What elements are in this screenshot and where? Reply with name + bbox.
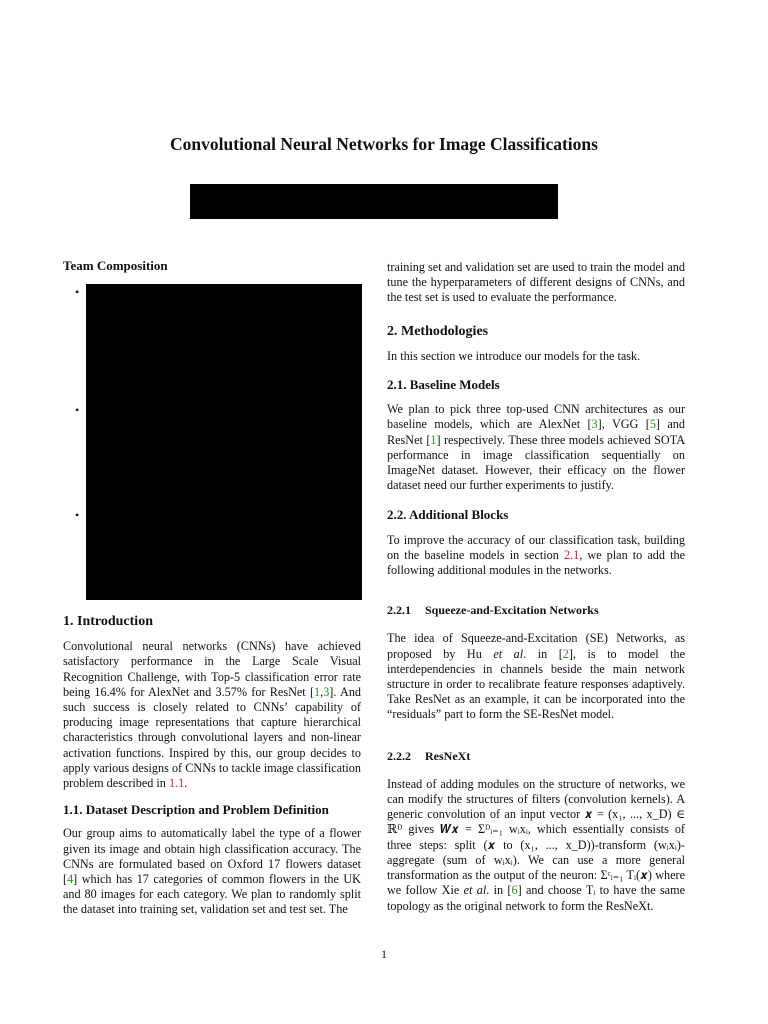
citation-1[interactable]: 1 [314, 684, 321, 699]
methodologies-text: In this section we introduce our models for the task. [387, 348, 641, 363]
citation-4[interactable]: 4 [67, 872, 74, 887]
se-heading: 2.2.1 Squeeze-and-Excitation Networks [387, 603, 599, 618]
paper-title: Convolutional Neural Networks for Image Classifications [170, 134, 598, 154]
section-ref-2-1[interactable]: 2.1 [563, 547, 580, 562]
introduction-heading: 1. Introduction [63, 614, 153, 629]
right-column [387, 260, 685, 914]
additional-blocks-text: To improve the accuracy of our classification task, building on the baseline models in section 2.1, we plan to add the following additional modules in the networks. [387, 532, 685, 578]
methodologies-heading: 2. Methodologies [387, 323, 489, 339]
bullet-3: • [75, 508, 80, 522]
page-number: 1 [381, 947, 387, 961]
baseline-heading: 2.1. Baseline Models [387, 377, 500, 393]
baseline-text: We plan to pick three top-used CNN architectures as our baseline models, which are AlexNet [3], VGG [5] and ResNet [1] respectively. These three models achieved SOTA performance in image classification sequentially on ImageNet dataset. However, their efficacy on the flower dataset need our further experiments to justify. [387, 402, 685, 493]
section-ref-1-1[interactable]: 1.1 [168, 776, 185, 791]
dataset-heading: 1.1. Dataset Description and Problem Definition [63, 802, 329, 818]
redacted-team-members [86, 284, 362, 600]
citation-6[interactable]: 6 [511, 883, 518, 898]
introduction-section [63, 614, 361, 918]
se-text: The idea of Squeeze-and-Excitation (SE) Networks, as proposed by Hu et al. in [2], is to model the interdependencies in channels beside the main network structure in order to recalibrate feature responses adaptively. Take ResNet as an example, it can be incorporated into the “residuals” part to form the SE-ResNet model. [387, 631, 685, 722]
resnext-text: Instead of adding modules on the structure of networks, we can modify the structures of filters (convolution kernels). A generic convolution of an input vector 𝒙 = (x₁, ..., x_D) ∈ ℝᴰ gives 𝑾𝒙 = Σᴰᵢ₌₁ wᵢxᵢ, which essentially consists of three steps: split (𝒙 to (x₁, ..., x_D))-transform (wᵢxᵢ)-aggregate (sum of wᵢxᵢ). We can use a more general transformation as the output of the neuron: Σᶜᵢ₌₁ Tᵢ(𝒙) where we follow Xie et al. in [6] and choose Tᵢ to have the same topology as the original network to form the ResNeXt. [387, 776, 685, 913]
dataset-text: Our group aims to automatically label the type of a flower given its image and obtain high classification accuracy. The CNNs are formulated based on Oxford 17 flowers dataset [4] which has 17 categories of common flowers in the UK and 80 images for each category. We plan to randomly split the dataset into training set, validation set and test set. The [63, 826, 361, 917]
resnext-heading: 2.2.2 ResNeXt [387, 748, 471, 763]
introduction-text: Convolutional neural networks (CNNs) have achieved satisfactory performance in the Large Scale Visual Recognition Challenge, with Top-5 classification error rate being 16.4% for AlexNet and 3.57% for ResNet [1,3]. And such success is closely related to CNNs’ capability of producing image representations that capture hierarchical characteristics through convolutional layers and non-linear activation functions. Inspired by this, our group decides to apply various designs of CNNs to tackle image classification problem described in 1.1. [63, 639, 362, 791]
citation-2[interactable]: 2 [562, 646, 569, 661]
citation-5[interactable]: 5 [649, 417, 656, 432]
citation-3b[interactable]: 3 [591, 417, 598, 432]
bullet-1: • [75, 285, 80, 299]
dataset-text-continued: training set and validation set are used to train the model and tune the hyperparameters of different designs of CNNs, and the test set is used to evaluate the performance. [387, 260, 685, 305]
redacted-authors-block [190, 184, 558, 219]
citation-1b[interactable]: 1 [430, 432, 437, 447]
team-section [63, 258, 361, 273]
bullet-2: • [75, 403, 80, 417]
citation-3[interactable]: 3 [323, 684, 330, 699]
team-heading: Team Composition [63, 258, 168, 273]
additional-blocks-heading: 2.2. Additional Blocks [387, 507, 509, 523]
